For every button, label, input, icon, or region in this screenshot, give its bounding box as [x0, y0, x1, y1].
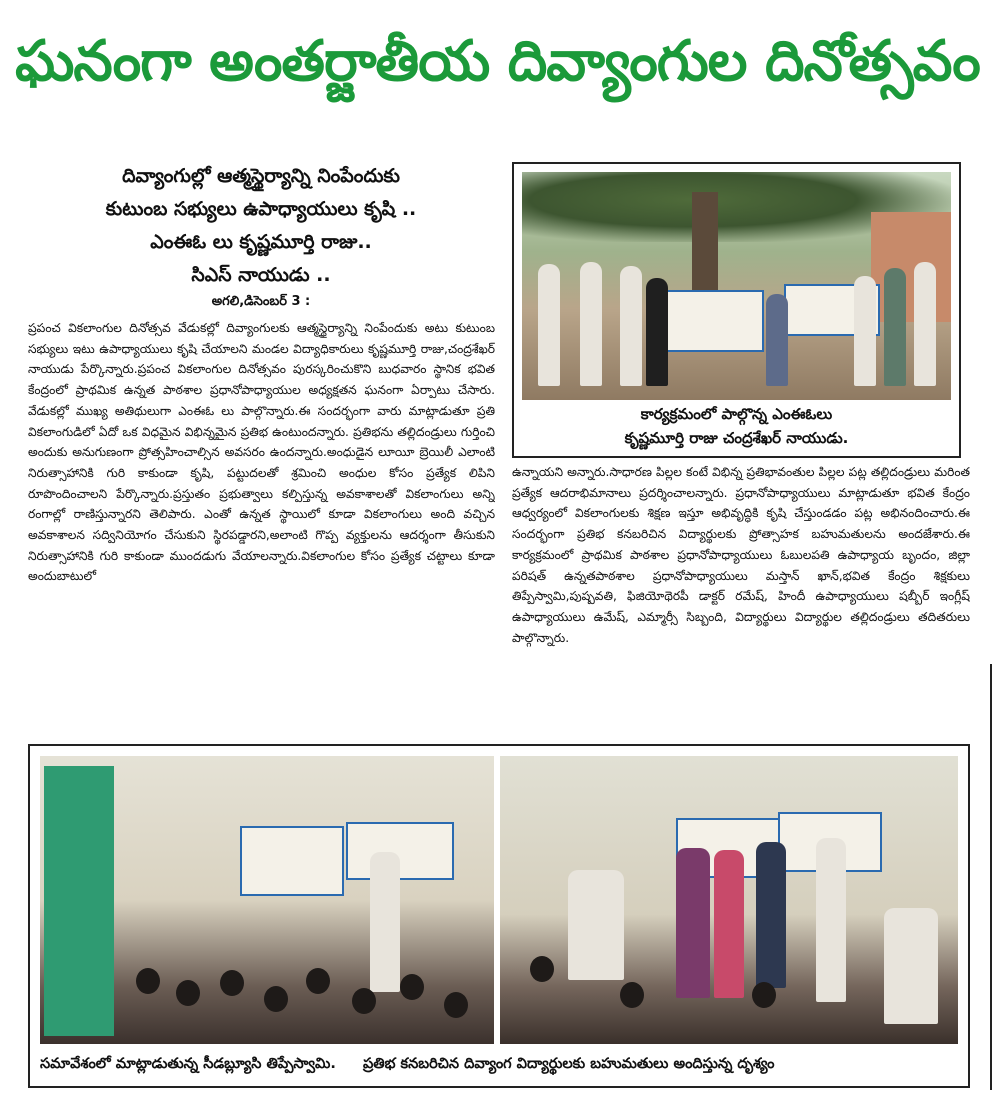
green-board	[44, 766, 114, 1036]
audience-head	[444, 992, 468, 1018]
audience-head	[752, 982, 776, 1008]
teacher	[676, 848, 710, 998]
banner-left	[662, 290, 764, 352]
photo-top-frame	[512, 162, 961, 458]
audience-head	[264, 986, 288, 1012]
official	[756, 842, 786, 988]
photo-top-caption	[522, 402, 951, 450]
dateline: అగలి,డిసెంబర్ 3 :	[211, 294, 311, 309]
subheadline-line: దివ్యాంగుల్లో ఆత్మస్థైర్యాన్ని నింపేందుకు	[122, 165, 400, 187]
photo-prize-giving	[500, 756, 958, 1044]
subheadline	[28, 160, 494, 292]
teacher	[714, 850, 744, 998]
subheadline-line: కుటుంబ సభ్యులు ఉపాధ్యాయులు కృషి ..	[105, 198, 417, 220]
photo-top-caption-line: కృష్ణమూర్తి రాజు చంద్రశేఖర్ నాయుడు.	[624, 429, 849, 447]
page-edge-rule	[990, 664, 992, 1090]
audience-head	[620, 982, 644, 1008]
official	[816, 838, 846, 1002]
photo-bottom-caption-right: ప్రతిభ కనబరిచిన దివ్యాంగ విద్యార్థులకు బహుమతులు అందిస్తున్న దృశ్యం	[362, 1056, 775, 1072]
audience-head	[530, 956, 554, 982]
person	[538, 264, 560, 386]
photo-bottom-caption-left: సమావేశంలో మాట్లాడుతున్న సీడబ్ల్యూసి తిప్పేస్వామి.	[40, 1056, 336, 1072]
subheadline-line: సిఎస్ నాయుడు ..	[191, 264, 331, 286]
seated-guest	[568, 870, 624, 980]
subheadline-line: ఎంఈఓ లు కృష్ణమూర్తి రాజు..	[150, 231, 372, 253]
audience-head	[220, 970, 244, 996]
photo-bottom-captions	[40, 1052, 960, 1076]
banner-right	[346, 822, 454, 880]
audience-head	[306, 968, 330, 994]
photo-bottom-frame	[28, 744, 970, 1088]
audience-head	[176, 980, 200, 1006]
headline: ఘనంగా అంతర్జాతీయ దివ్యాంగుల దినోత్సవం	[15, 29, 980, 94]
person	[854, 276, 876, 386]
person	[884, 268, 906, 386]
audience-head	[136, 968, 160, 994]
person	[580, 262, 602, 386]
photo-top-caption-line: కార్యక్రమంలో పాల్గొన్న ఎంఈఓలు	[640, 405, 833, 423]
tree-trunk	[692, 192, 718, 302]
person	[646, 278, 668, 386]
banner-left	[240, 826, 344, 896]
person	[914, 262, 936, 386]
photo-meeting-speech	[40, 756, 494, 1044]
article-body-left: ప్రపంచ వికలాంగుల దినోత్సవ వేడుకల్లో దివ్యాంగులకు ఆత్మస్థైర్యాన్ని నింపేందుకు అటు కుటుంబ సభ్యులు ఇటు ఉపాధ్యాయులు కృషి చేయాలని మండల విద్యాధికారులు కృష్ణమూర్తి రాజు,చంద్రశేఖర్ నాయుడు పేర్కొన్నారు.ప్రపంచ వికలాంగుల దినోత్సవం పురస్కరించుకొని బుధవారం స్థానిక భవిత కేంద్రంలో ప్రాథమిక ఉన్నత పాఠశాల ప్రధానోపాధ్యాయుల అధ్యక్షతన ఘనంగా ఏర్పాటు చేసారు. వేడుకల్లో ముఖ్య అతిథులుగా ఎంఈఓ లు పాల్గొన్నారు.ఈ సందర్భంగా వారు మాట్లాడుతూ ప్రతి వికలాంగుడిలో ఏదో ఒక విధమైన విభిన్నమైన ప్రతిభ ఉంటుందన్నారు. ప్రతిభను తల్లిదండ్రులు గుర్తించి అందుకు అనుగుణంగా ప్రోత్సహించాల్సిన అవసరం ఉందన్నారు.అంధుడైన లూయీ బ్రెయిలీ ఎలాంటి నిరుత్సాహానికి గురి కాకుండా కృషి, పట్టుదలతో శ్రమించి అంధుల కోసం ప్రత్యేక లిపిని రూపొందించాలని పేర్కొన్నారు.ప్రస్తుతం ప్రభుత్వాలు కల్పిస్తున్న అవకాశాలతో వికలాంగులు అన్ని రంగాల్లో రాణిస్తున్నారని తెలిపారు. ఎంతో ఉన్నత స్థాయిలో కూడా వికలాంగులు అంది వచ్చిన అవకాశాలన సద్వినియోగం చేసుకుని స్థిరపడ్డారని,అలాంటి గొప్ప వ్యక్తులను ఆదర్శంగా తీసుకుని నిరుత్సాహానికి గురి కాకుండా ముందడుగు వేయాలన్నారు.వికలాంగుల కోసం ప్రత్యేక చట్టాలు కూడా అందుబాటులో	[28, 321, 495, 584]
photo-group-banner	[522, 172, 951, 400]
speaker	[370, 852, 400, 992]
article-body-right: ఉన్నాయని అన్నారు.సాధారణ పిల్లల కంటే విభిన్న ప్రతిభావంతుల పిల్లల పట్ల తల్లిదండ్రులు మరింత ప్రత్యేక ఆదరాభిమానాలు ప్రదర్శించాలన్నారు. ప్రధానోపాధ్యాయులు మాట్లాడుతూ భవిత కేంద్రం ఆధ్వర్యంలో వికలాంగులకు శిక్షణ ఇస్తూ అభివృద్ధికి కృషి చేస్తుండడం పట్ల అభినందించారు.ఈ సందర్భంగా ప్రతిభ కనబరిచిన విద్యార్థులకు ప్రోత్సాహక బహుమతులను అందజేశారు.ఈ కార్యక్రమంలో ప్రాథమిక పాఠశాల ప్రధానోపాధ్యాయులు ఓబులపతి ఉపాధ్యాయ బృందం, జిల్లా పరిషత్ ఉన్నతపాఠశాల ప్రధానోపాధ్యాయులు మస్తాన్ ఖాన్,భవిత కేంద్రం శిక్షకులు తిప్పేస్వామి,పుష్పవతి, ఫిజియోథెరపీ డాక్టర్ రమేష్, హిందీ ఉపాధ్యాయులు షబ్బీర్ ఇంగ్లీష్ ఉపాధ్యాయులు ఉమేష్, ఎమ్మార్సీ సిబ్బంది, విద్యార్థులు విద్యార్థుల తల్లిదండ్రులు తదితరులు పాల్గొన్నారు.	[512, 465, 970, 645]
person	[620, 266, 642, 386]
audience-head	[352, 988, 376, 1014]
audience-head	[400, 974, 424, 1000]
seated-guest	[884, 908, 938, 1024]
building	[871, 212, 951, 322]
person	[766, 294, 788, 386]
